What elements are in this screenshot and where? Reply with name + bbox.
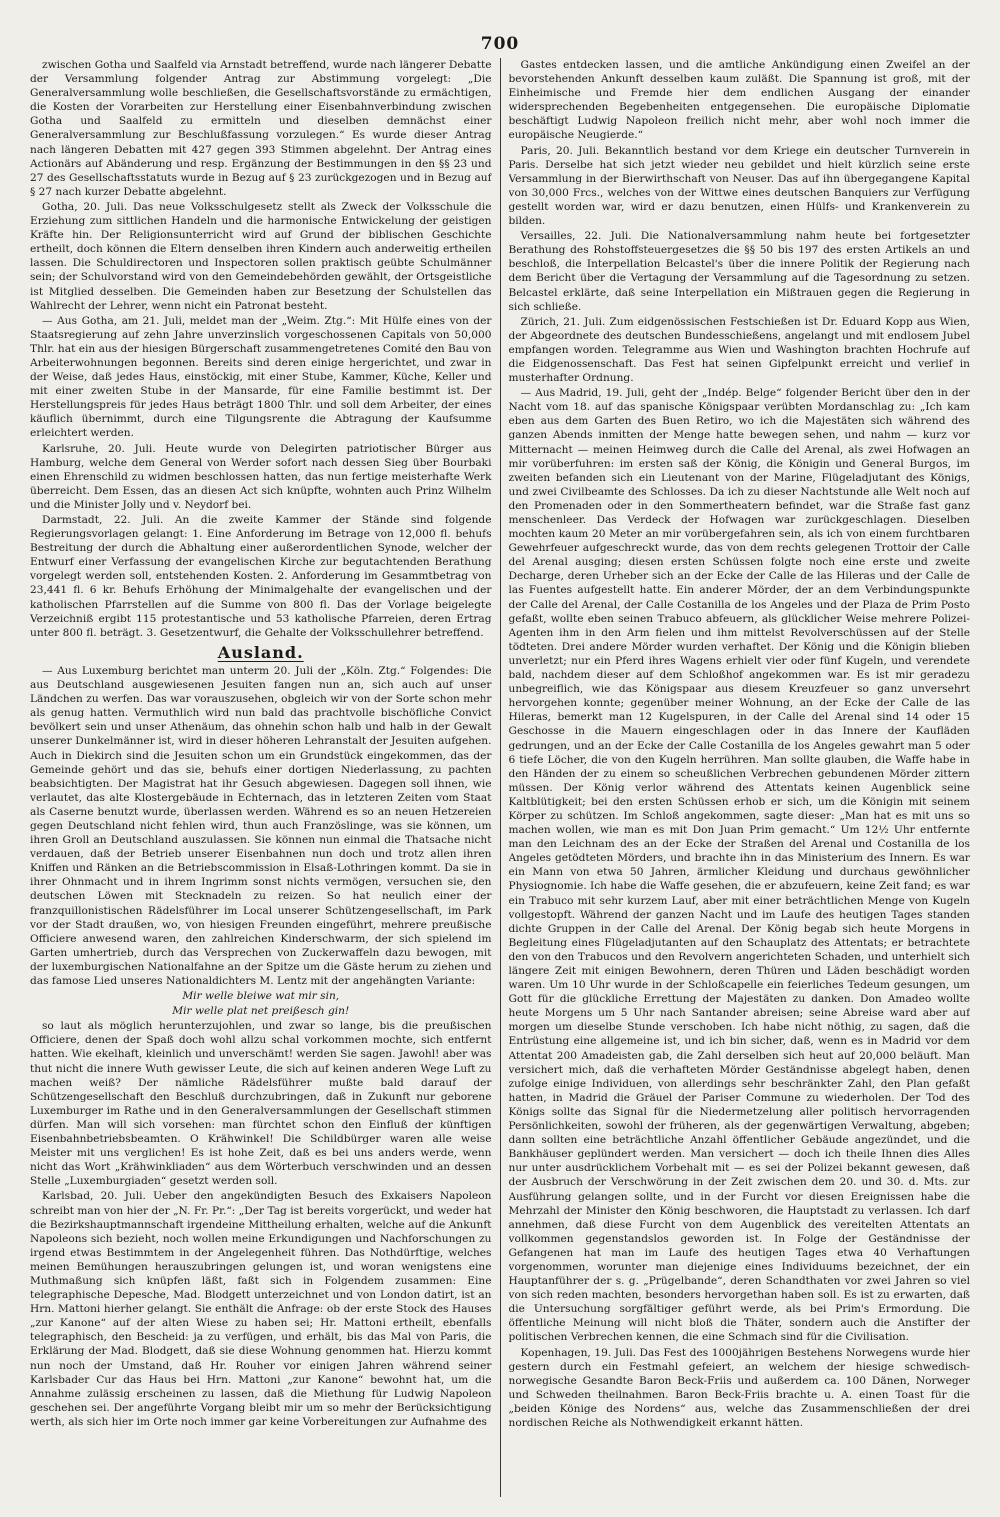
article-karlsbad-cont: Gastes entdecken lassen, und die amtliche Ankündigung einen Zweifel an der bevorstehenden Ankunft desselben kaum zuläßt. Die Spannung ist groß, mit der Einheimische und Fremde hier dem endlichen Ausgang der einander widersprechenden Begebenheiten entgegensehen. Die europäische Diplomatie beschäftigt Ludwig Napoleon freilich nicht mehr, aber wohl noch immer die europäische Neugierde.“: [508, 59, 970, 142]
column-divider: [500, 58, 501, 1497]
page-number: 700: [480, 34, 520, 54]
verse-line: Mir welle plat net preißesch gin!: [172, 1005, 350, 1018]
article-gotha-schools: Gotha, 20. Juli. Das neue Volksschulgesetz stellt als Zweck der Volksschule die Erziehung zum sittlichen Handeln und die harmonische Entwickelung der geistigen Kräfte hin. Der Religionsunterricht wird auf Grund der biblischen Geschichte ertheilt, doch können die Eltern denselben ihren Kindern auch anderweitig ertheilen lassen. Die Schuldirectoren und Inspectoren sollen praktisch geübte Schulmänner sein; der Schulvorstand wird von den Gemeindebehörden gewählt, der Ortsgeistliche ist Mitglied desselben. Die Gemeinden haben zur Besetzung der Schulstellen das Wahlrecht der Lehrer, wenn nicht ein Patronat besteht.: [30, 200, 492, 312]
article-karlsruhe: Karlsruhe, 20. Juli. Heute wurde von Delegirten patriotischer Bürger aus Hamburg, welche dem General von Werder sofort nach dessen Sieg über Bourbaki einen Ehrenschild zu widmen beschlossen hatten, das nun fertige meisterhafte Werk überreicht. Dem Essen, das an diesen Act sich knüpfte, wohnten auch Prinz Wilhelm und die Minister Jolly und v. Neydorf bei.: [30, 442, 492, 511]
left-column: [30, 58, 492, 1497]
article-karlsbad: Karlsbad, 20. Juli. Ueber den angekündigten Besuch des Exkaisers Napoleon schreibt man von hier der „N. Fr. Pr.“: „Der Tag ist bereits vorgerückt, und weder hat die Bezirkshauptmannschaft irgendeine Mittheilung erhalten, welche auf die Ankunft Napoleons sich bezieht, noch wollen meine Erkundigungen und Nachforschungen zu irgend etwas Bestimmtem in der Angelegenheit führen. Das Nothdürftige, welches meinen Bemühungen herauszubringen gelungen ist, und woran wenigstens eine Muthmaßung sich knüpfen läßt, faßt sich in Folgendem zusammen: Eine telegraphische Depesche, Mad. Blodgett unterzeichnet und von London datirt, ist an Hrn. Mattoni hierher gelangt. Sie enthält die Anfrage: ob der erste Stock des Hauses „zur Kanone“ auf der alten Wiese zu haben sei; Hr. Mattoni ertheilt, ebenfalls telegraphisch, den Bescheid: ja zu verfügen, und erhält, bis das Mal von Paris, die Erklärung der Mad. Blodgett, daß sie diese Wohnung genommen hat. Hierzu kommt nun noch der Umstand, daß Hr. Rouher vor einigen Jahren während seiner Karlsbader Cur das Haus bei Hrn. Mattoni „zur Kanone“ bewohnt hat, um die Annahme zulässig erscheinen zu lassen, daß die Miethung für Ludwig Napoleon geschehen sei. Der angeführte Vorgang bleibt mir um so mehr der Berücksichtigung werth, als sich hier im Orte noch immer gar keine Vorbereitungen zur Aufnahme des: [30, 1190, 492, 1428]
article-luxemburg: — Aus Luxemburg berichtet man unterm 20. Juli der „Köln. Ztg.“ Folgendes: Die aus Deutschland ausgewiesenen Jesuiten fangen nun an, sich auch auf unser Ländchen zu werfen. Das war vorauszusehen, obgleich wir von der Sorte schon mehr als genug hatten. Vermuthlich wird nun bald das prachtvolle bischöfliche Convict bevölkert sein und unser Athenäum, das ohnehin schon halb und halb in der Gewalt unserer Dunkelmänner ist, wird in dieser höheren Lehranstalt der Jesuiten aufgehen. Auch in Diekirch sind die Jesuiten schon um ein Grundstück eingekommen, das der Gemeinde gehört und das sie, behufs einer dortigen Niederlassung, zu pachten beabsichtigten. Der Magistrat hat ihr Gesuch abgewiesen. Dagegen soll ihnen, wie verlautet, das alte Klostergebäude in Echternach, das in letzteren Zeiten vom Staat als Caserne benutzt wurde, überlassen werden. Während es so an neuen Hetzereien gegen Deutschland nicht fehlen wird, thun auch Französlinge, was sie können, um ihren Groll an Deutschland auszulassen. Sie können nun einmal die Thatsache nicht verdauen, daß der Betrieb unserer Eisenbahnen nun doch und trotz allen ihren Kniffen und Ränken an die Betriebscommission in Elsaß-Lothringen kommt. Da sie in ihrer Ohnmacht und in ihrem Ingrimm sonst nichts vermögen, versuchen sie, den deutschen Löwen mit Stecknadeln zu reizen. So hat neulich einer der franzquillonistischen Rädelsführer im Local unserer Schützengesellschaft, im Park vor der Stadt draußen, wo, von hiesigen Freunden eingeführt, mehrere preußische Officiere anwesend waren, den zahlreichen Kinderschwarm, der sich spielend im Garten umhertrieb, durch das Versprechen von Zuckerwaffeln dazu bewogen, mit der luxemburgischen Nationalfahne an der Spitze um die Gäste herum zu ziehen und das famose Lied unseres Nationaldichters M. Lentz mit der angehängten Variante:: [30, 664, 492, 987]
article-madrid: — Aus Madrid, 19. Juli, geht der „Indép. Belge“ folgender Bericht über den in der Nacht vom 18. auf das spanische Königspaar verübten Mordanschlag zu: „Ich kam eben aus dem Garten des Buen Retiro, wo ich die Majestäten sich während des ganzen Abends inmitten der Menge hatte bewegen sehen, und nahm — kurz vor Mitternacht — meinen Heimweg durch die Calle del Arenal, als zwei Hofwagen an mir vorüberfuhren: im ersten saß der König, die Königin und General Burgos, im zweiten befanden sich ein Lieutenant von der Marine, Flügeladjutant des Königs, und zwei Civilbeamte des Schlosses. Da ich zu dieser Nachtstunde alle Welt noch auf den Promenaden oder in den Sommertheatern befindet, war die Straße fast ganz menschenleer. Das Verdeck der Hofwagen war zurückgeschlagen. Dieselben mochten kaum 20 Meter an mir vorübergefahren sein, als ich von einem furchtbaren Gewehrfeuer aufgeschreckt wurde, das von dem rechts gelegenen Trottoir der Calle del Arenal ausging; diesen ersten Schüssen folgte noch eine erste und zweite Decharge, deren Urheber sich an der Ecke der Calle de las Hileras und der Calle de las Fuentes aufgestellt hatte. Ein anderer Mörder, der an dem Verbindungspunkte der Calle del Arenal, der Calle Costanilla de los Angeles und der Plaza de Prim Posto gefaßt, wollte eben seinen Trabuco abfeuern, als glücklicher Weise mehrere Polizei-Agenten ihm in den Arm fielen und ihm mittelst Revolverschüssen auf der Stelle tödteten. Drei andere Mörder wurden verhaftet. Der König und die Königin blieben unverletzt; nur ein Pferd ihres Wagens erhielt vier oder fünf Kugeln, und verendete bald, nachdem dieser auf dem Schloßhof angekommen war. Es ist mir geradezu unbegreiflich, wie das Königspaar aus diesem Kreuzfeuer so ganz unversehrt hervorgehen konnte; gegenüber meiner Wohnung, an der Ecke der Calle de las Hileras, bemerkt man 12 Kugelspuren, in der Calle del Arenal sind 14 oder 15 Geschosse in die Mauern eingeschlagen oder in das Innere der Kaufläden gedrungen, und an der Ecke der Calle Costanilla de los Angeles gewahrt man 5 oder 6 tiefe Löcher, die von den Kugeln herrühren. Man sollte glauben, die Waffe habe in den Händen der zu einem so scheußlichen Verbrechen gebundenen Mörder zittern müssen. Der König verlor während des Attentats keinen Augenblick seine Kaltblütigkeit; bei den ersten Schüssen erhob er sich, um die Königin mit seinem Körper zu schützen. Im Schloß angekommen, sagte dieser: „Man hat es mit uns so machen wollen, wie man es mit Don Juan Prim gemacht.“ Um 12½ Uhr entfernte man den Leichnam des an der Ecke der Straßen del Arenal und Costanilla de los Angeles getödteten Mörders, und brachte ihn in das Ministerium des Innern. Es war ein Mann von etwa 50 Jahren, ärmlicher Kleidung und durchaus gewöhnlicher Physiognomie. Ich habe die Waffe gesehen, die er abzufeuern, keine Zeit fand; es war ein Trabuco mit sehr kurzem Lauf, aber mit einer beträchtlichen Menge von Kugeln vollgestopft. Während der ganzen Nacht und im Laufe des heutigen Tages standen dichte Gruppen in der Calle del Arenal. Der König begab sich heute Morgens in Begleitung eines Flügeladjutanten auf den Schauplatz des Attentats; er betrachtete den von den Trabucos und den Revolvern angerichteten Schaden, und unterhielt sich längere Zeit mit einigen Bewohnern, deren Thüren und Läden beschädigt worden waren. Um 10 Uhr wurde in der Schloßcapelle ein feierliches Tedeum gesungen, um Gott für die glückliche Errettung der Majestäten zu danken. Don Amadeo wollte heute Morgens um 5 Uhr nach Santander abreisen; seine Abreise ward aber auf morgen um dieselbe Stunde verschoben. Ich habe nicht nöthig, zu sagen, daß die Entrüstung eine allgemeine ist, und ich bin sicher, daß, wenn es in Madrid vor dem Attentat 200 Amadeisten gab, die Zahl derselben sich heut auf 20,000 beläuft. Man versichert mich, daß die verhafteten Mörder Geständnisse abgelegt haben, denen zufolge einige Individuen, von allerdings sehr beschränkter Zahl, den Plan gefaßt hatten, in Madrid die Gräuel der Pariser Commune zu wiederholen. Der Tod des Königs sollte das Signal für die Niedermetzelung aller politisch hervorragenden Persönlichkeiten, sowohl der früheren, als der gegenwärtigen Verwaltung, abgeben; dann sollten eine beträchtliche Anzahl öffentlicher Gebäude angezündet, und die Bankhäuser geplündert werden. Man versichert — doch ich theile Ihnen dies Alles nur unter ausdrücklichem Vorbehalt mit — es sei der Polizei bekannt gewesen, daß der Ausbruch der Verschwörung in der Zeit zwischen dem 20. und 30. d. Mts. zur Ausführung gelangen sollte, und in der Furcht vor diesen Ereignissen habe die Mehrzahl der Minister den König beschworen, die Hauptstadt zu verlassen. Ich darf annehmen, daß diese Furcht von dem Augenblick des vereitelten Attentats an vollkommen gegenstandslos geworden ist. In Folge der Geständnisse der Gefangenen hat man im Laufe des heutigen Tages etwa 40 Verhaftungen vorgenommen, worunter man diejenige eines Individuums bezeichnet, der ein Hauptanführer der s. g. „Prügelbande“, deren Schandthaten vor zwei Jahren so viel von sich reden machten, besonders hervorgethan haben soll. Es ist zu erwarten, daß die Untersuchung sorgfältiger geführt werde, als bei Prim's Ermordung. Die öffentliche Meinung will nicht bloß die Thäter, sondern auch die Anstifter der politischen Verbrechen kennen, die eine Schmach sind für die Civilisation.: [508, 387, 970, 1344]
verse-line: Mir welle bleiwe wat mir sin,: [182, 990, 340, 1003]
article-darmstadt: Darmstadt, 22. Juli. An die zweite Kammer der Stände sind folgende Regierungsvorlagen gelangt: 1. Eine Anforderung im Betrage von 12,000 fl. behufs Bestreitung der durch die Abhaltung einer außerordentlichen Synode, welcher der Entwurf einer Verfassung der evangelischen Kirche zur begutachtenden Berathung vorgelegt werden soll, entstehenden Kosten. 2. Anforderung im Gesammtbetrag von 23,441 fl. 6 kr. Behufs Erhöhung der Minimalgehalte der evangelischen und der katholischen Pfarrstellen auf die Summe von 800 fl. Das der Vorlage beigelegte Verzeichniß ergibt 115 protestantische und 53 katholische Pfarreien, deren Ertrag unter 800 fl. beträgt. 3. Gesetzentwurf, die Gehalte der Volksschullehrer betreffend.: [30, 514, 492, 639]
article-luxemburg-cont: so laut als möglich herunterzujohlen, und zwar so lange, bis die preußischen Officiere, denen der Spaß doch wohl allzu schal vorkommen mochte, sich entfernt hatten. Wie ekelhaft, kleinlich und unverschämt! werden Sie sagen. Jawohl! aber was thut nicht die innere Wuth gewisser Leute, die sich auf keinen anderen Wege Luft zu machen weiß? Der nämliche Rädelsführer mußte bald darauf der Schützengesellschaft den Beschluß durchzubringen, daß in Zukunft nur geborene Luxemburger im Rathe und in den Generalversammlungen der Gesellschaft stimmen dürfen. Man will sich vorsehen: man fürchtet schon den Einfluß der künftigen Eisenbahnbetriebsbeamten. O Krähwinkel! Die Schildbürger waren alle weise Meister mit uns verglichen! Es ist hohe Zeit, daß es bei uns anders werde, wenn nicht das Wort „Krähwinkliaden“ aus dem Wörterbuch verschwinden und an dessen Stelle „Luxemburgiaden“ gesetzt werden soll.: [30, 1020, 492, 1188]
article-gotha-housing: — Aus Gotha, am 21. Juli, meldet man der „Weim. Ztg.“: Mit Hülfe eines von der Staatsregierung auf zehn Jahre unverzinslich vorgeschossenen Capitals von 50,000 Thlr. hat ein aus der hiesigen Bürgerschaft zusammengetretenes Comité den Bau von Arbeiterwohnungen begonnen. Bereits sind deren einige hergerichtet, und zwar in der Weise, daß jedes Haus, einstöckig, mit einer Stube, Kammer, Küche, Keller und mit einer zweiten Stube in der Mansarde, für eine Familie bestimmt ist. Der Herstellungspreis für jedes Haus beträgt 1800 Thlr. und soll dem Arbeiter, der eines käuflich übernimmt, durch eine Tilgungsrente die Abtragung der Kaufsumme erleichtert werden.: [30, 314, 492, 440]
article-paris: Paris, 20. Juli. Bekanntlich bestand vor dem Kriege ein deutscher Turnverein in Paris. Derselbe hat sich jetzt wieder neu gebildet und hielt kürzlich seine erste Versammlung in der Bierwirthschaft von Neuser. Das auf ihn übergegangene Kapital von 30,000 Frcs., welches von der Wittwe eines deutschen Banquiers zur Verfügung gestellt worden war, wird er dazu benutzen, einen Hülfs- und Krankenverein zu bilden.: [508, 144, 970, 228]
article-kopenhagen: Kopenhagen, 19. Juli. Das Fest des 1000jährigen Bestehens Norwegens wurde hier gestern durch ein Festmahl gefeiert, an welchem der hiesige schwedisch-norwegische Gesandte Baron Beck-Friis und außerdem ca. 100 Dänen, Norweger und Schweden theilnahmen. Baron Beck-Friis brachte u. A. einen Toast für die „beiden Könige des Nordens“ aus, welche das Zusammenschließen der drei nordischen Reiche als Nothwendigkeit erkannt hätten.: [508, 1346, 970, 1429]
right-column: [509, 58, 971, 1497]
article-gotha-saalfeld: zwischen Gotha und Saalfeld via Arnstadt betreffend, wurde nach längerer Debatte der Versammlung folgender Antrag zur Abstimmung vorgelegt: „Die Generalversammlung wolle beschließen, die Gesellschaftsvorstände zu ermächtigen, die Kosten der Vorarbeiten zur Herstellung einer Eisenbahnverbindung zwischen Gotha und Saalfeld zu ermitteln und dieselben demnächst einer Generalversammlung zur Beschlußfassung vorzulegen.“ Es wurde dieser Antrag nach längeren Debatten mit 427 gegen 393 Stimmen abgelehnt. Der Antrag eines Actionärs auf Abänderung und resp. Ergänzung der Bestimmungen in den §§ 23 und 27 des Gesellschaftsstatuts wurde in Bezug auf § 23 zurückgezogen und in Bezug auf § 27 nach kurzer Debatte abgelehnt.: [30, 59, 492, 198]
article-versailles: Versailles, 22. Juli. Die Nationalversammlung nahm heute bei fortgesetzter Berathung des Rohstoffsteuergesetzes die §§ 50 bis 197 des ersten Artikels an und beschloß, die Interpellation Belcastel's über die innere Politik der Regierung nach dem Bericht über die Vertagung der Versammlung auf die Tagesordnung zu setzen. Belcastel erklärte, daß seine Interpellation ein Mißtrauen gegen die Regierung in sich schließe.: [508, 230, 970, 313]
section-heading: Ausland.: [217, 642, 304, 662]
article-zurich: Zürich, 21. Juli. Zum eidgenössischen Festschießen ist Dr. Eduard Kopp aus Wien, der Abgeordnete des deutschen Bundesschießens, angelangt und mit endlosem Jubel empfangen worden. Telegramme aus Wien und Washington brachten Hochrufe auf die Eidgenossenschaft. Das Fest hat seinen Gipfelpunkt erreicht und verlief in musterhafter Ordnung.: [508, 315, 970, 385]
article-columns: [30, 58, 970, 1497]
